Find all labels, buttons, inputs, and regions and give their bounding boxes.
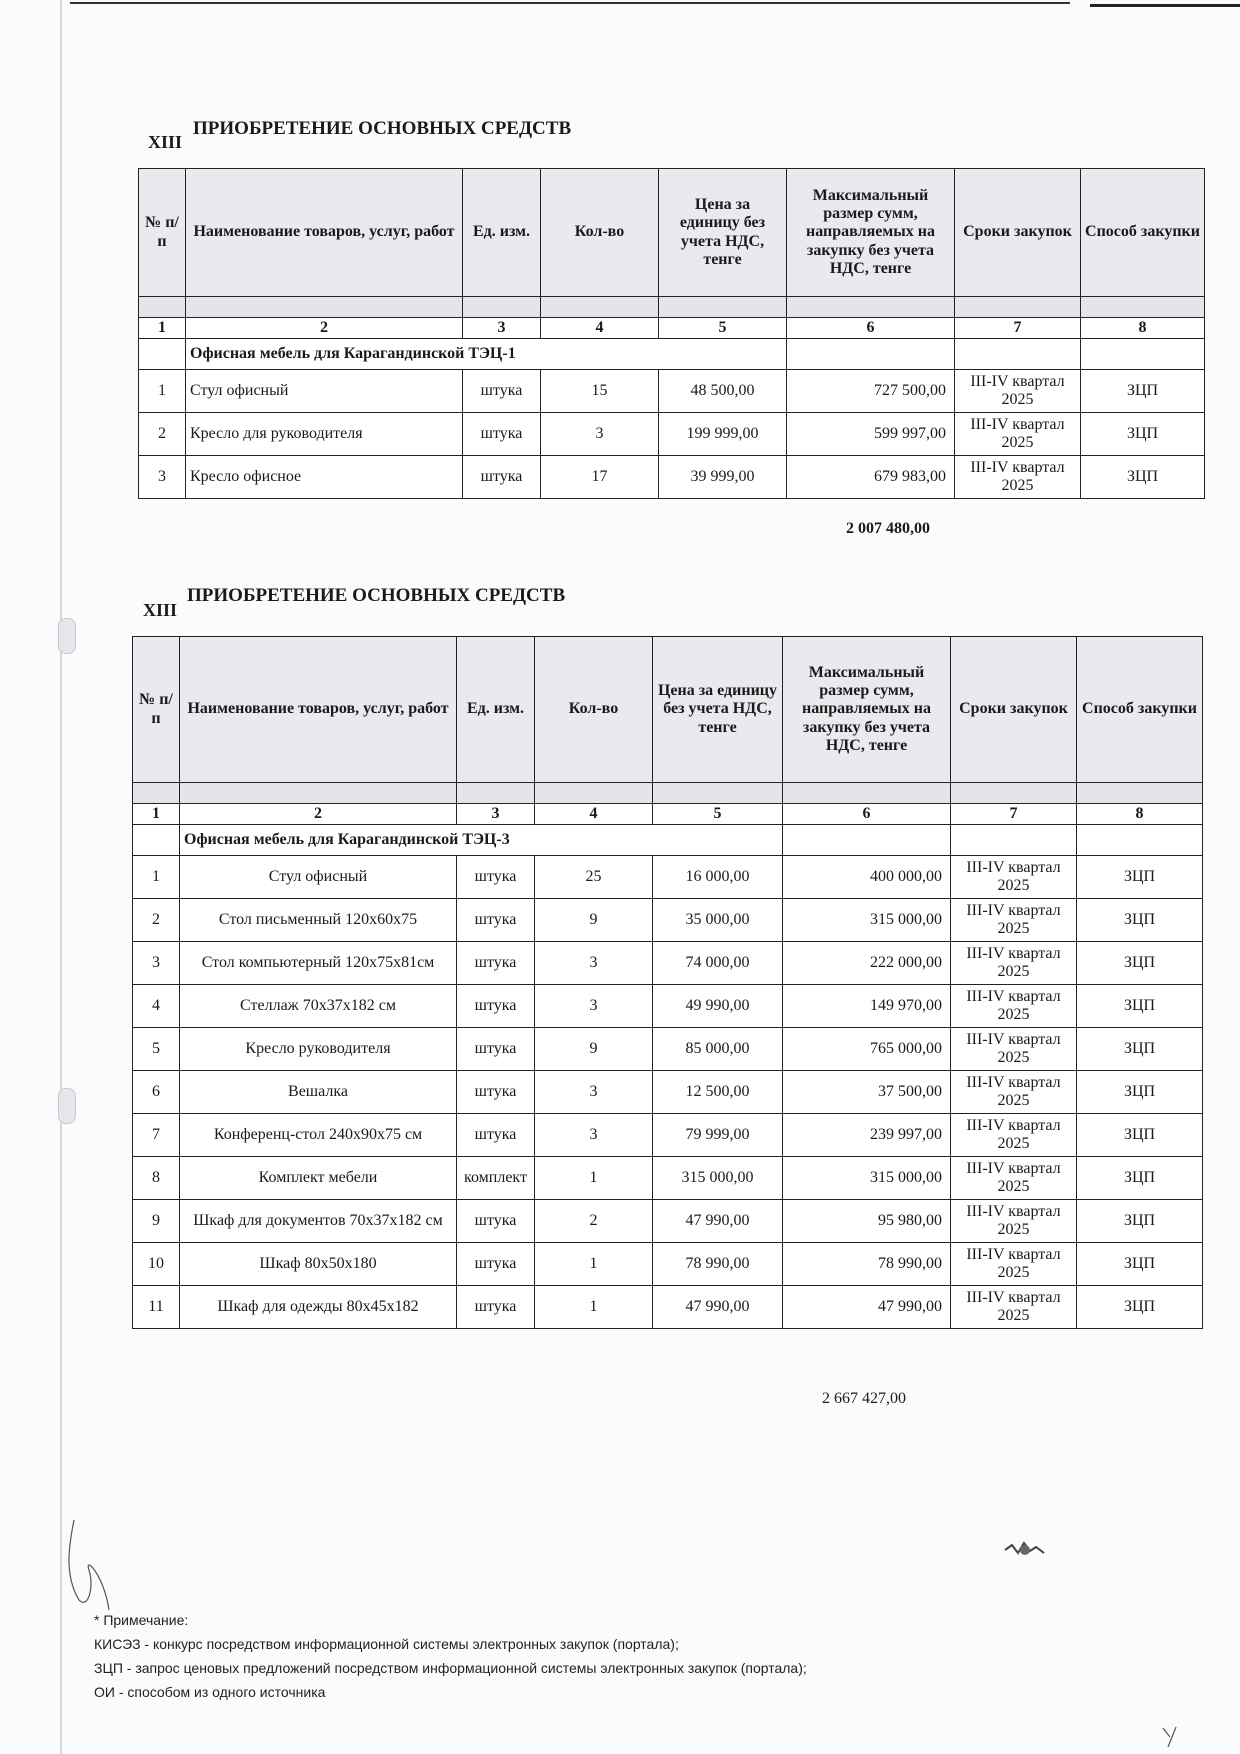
col-header-max-sum: Максимальный размер сумм, направляемых на закупку без учета НДС, тенге — [787, 169, 955, 297]
row-number: 2 — [133, 899, 180, 942]
max-sum: 37 500,00 — [783, 1071, 951, 1114]
item-name: Стеллаж 70х37х182 см — [180, 985, 457, 1028]
unit-price: 315 000,00 — [653, 1157, 783, 1200]
scan-border-top — [70, 2, 1070, 4]
unit-price: 74 000,00 — [653, 942, 783, 985]
col-header-method: Способ закупки — [1081, 169, 1205, 297]
row-number: 8 — [133, 1157, 180, 1200]
table-row — [133, 1114, 1203, 1157]
unit: штука — [457, 1028, 535, 1071]
purchase-period: III-IV квартал 2025 — [951, 1200, 1077, 1243]
table-row — [133, 1028, 1203, 1071]
table-row — [139, 413, 1205, 456]
section-total: 2 667 427,00 — [822, 1390, 906, 1407]
column-number-row: 1 2 3 4 5 6 7 8 — [139, 318, 1205, 339]
unit-price: 12 500,00 — [653, 1071, 783, 1114]
section-total: 2 007 480,00 — [846, 520, 930, 537]
col-header-period: Сроки закупок — [955, 169, 1081, 297]
unit-price: 47 990,00 — [653, 1286, 783, 1329]
unit-price: 199 999,00 — [659, 413, 787, 456]
quantity: 3 — [541, 413, 659, 456]
footnote-line: ОИ - способом из одного источника — [94, 1684, 326, 1700]
unit: штука — [457, 1200, 535, 1243]
stamp-mark — [1000, 1535, 1050, 1565]
handwritten-mark — [1160, 1725, 1180, 1750]
unit: штука — [457, 1243, 535, 1286]
section-title: ПРИОБРЕТЕНИЕ ОСНОВНЫХ СРЕДСТВ — [193, 118, 572, 139]
quantity: 3 — [535, 942, 653, 985]
row-number: 9 — [133, 1200, 180, 1243]
unit: штука — [463, 370, 541, 413]
item-name: Вешалка — [180, 1071, 457, 1114]
purchase-method: ЗЦП — [1077, 856, 1203, 899]
item-name: Шкаф 80х50х180 — [180, 1243, 457, 1286]
row-number: 3 — [133, 942, 180, 985]
item-name: Кресло офисное — [186, 456, 463, 499]
row-number: 3 — [139, 456, 186, 499]
col-header-unit: Ед. изм. — [463, 169, 541, 297]
col-header-price: Цена за единицу без учета НДС, тенге — [653, 637, 783, 783]
max-sum: 315 000,00 — [783, 1157, 951, 1200]
max-sum: 78 990,00 — [783, 1243, 951, 1286]
purchase-period: III-IV квартал 2025 — [951, 899, 1077, 942]
group-row — [139, 339, 1205, 370]
max-sum: 47 990,00 — [783, 1286, 951, 1329]
unit: штука — [457, 899, 535, 942]
max-sum: 400 000,00 — [783, 856, 951, 899]
row-number: 6 — [133, 1071, 180, 1114]
item-name: Конференц-стол 240х90х75 см — [180, 1114, 457, 1157]
quantity: 17 — [541, 456, 659, 499]
section-title: ПРИОБРЕТЕНИЕ ОСНОВНЫХ СРЕДСТВ — [187, 585, 566, 606]
item-name: Комплект мебели — [180, 1157, 457, 1200]
quantity: 3 — [535, 1114, 653, 1157]
row-number: 4 — [133, 985, 180, 1028]
table-row — [133, 1243, 1203, 1286]
quantity: 15 — [541, 370, 659, 413]
col-header-unit: Ед. изм. — [457, 637, 535, 783]
max-sum: 222 000,00 — [783, 942, 951, 985]
punch-hole — [58, 618, 76, 654]
unit: штука — [463, 413, 541, 456]
row-number: 5 — [133, 1028, 180, 1071]
unit-price: 35 000,00 — [653, 899, 783, 942]
unit-price: 47 990,00 — [653, 1200, 783, 1243]
signature-mark — [64, 1515, 124, 1615]
item-name: Шкаф для одежды 80х45х182 — [180, 1286, 457, 1329]
max-sum: 315 000,00 — [783, 899, 951, 942]
section-code: XIII — [143, 600, 178, 620]
quantity: 25 — [535, 856, 653, 899]
max-sum: 727 500,00 — [787, 370, 955, 413]
row-number: 11 — [133, 1286, 180, 1329]
purchase-method: ЗЦП — [1077, 1157, 1203, 1200]
purchase-period: III-IV квартал 2025 — [951, 1157, 1077, 1200]
table-row — [133, 985, 1203, 1028]
item-name: Стол письменный 120х60х75 — [180, 899, 457, 942]
group-title: Офисная мебель для Карагандинской ТЭЦ-1 — [186, 339, 787, 370]
unit-price: 16 000,00 — [653, 856, 783, 899]
footnote-line: КИСЭЗ - конкурс посредством информационной системы электронных закупок (портала); — [94, 1636, 679, 1652]
col-header-number: № п/п — [133, 637, 180, 783]
footnote-title: * Примечание: — [94, 1612, 189, 1628]
item-name: Стул офисный — [180, 856, 457, 899]
purchase-period: III-IV квартал 2025 — [951, 1286, 1077, 1329]
purchase-period: III-IV квартал 2025 — [951, 856, 1077, 899]
unit: штука — [457, 856, 535, 899]
col-header-period: Сроки закупок — [951, 637, 1077, 783]
group-row — [133, 825, 1203, 856]
max-sum: 95 980,00 — [783, 1200, 951, 1243]
footnote — [94, 1608, 807, 1704]
row-number: 7 — [133, 1114, 180, 1157]
page-edge — [60, 0, 62, 1754]
table-row — [133, 856, 1203, 899]
purchase-method: ЗЦП — [1077, 899, 1203, 942]
item-name: Стол компьютерный 120х75х81см — [180, 942, 457, 985]
footnote-line: ЗЦП - запрос ценовых предложений посредством информационной системы электронных закупок (портала); — [94, 1660, 807, 1676]
spacer-row — [133, 783, 1203, 804]
unit-price: 39 999,00 — [659, 456, 787, 499]
group-title: Офисная мебель для Карагандинской ТЭЦ-3 — [180, 825, 783, 856]
header-row — [133, 637, 1203, 783]
col-header-name: Наименование товаров, услуг, работ — [186, 169, 463, 297]
row-number: 1 — [133, 856, 180, 899]
col-header-max-sum: Максимальный размер сумм, направляемых на закупку без учета НДС, тенге — [783, 637, 951, 783]
purchase-method: ЗЦП — [1077, 1286, 1203, 1329]
unit-price: 49 990,00 — [653, 985, 783, 1028]
purchase-method: ЗЦП — [1077, 985, 1203, 1028]
unit: штука — [457, 985, 535, 1028]
unit: штука — [463, 456, 541, 499]
purchase-period: III-IV квартал 2025 — [951, 1028, 1077, 1071]
row-number: 1 — [139, 370, 186, 413]
item-name: Шкаф для документов 70х37х182 см — [180, 1200, 457, 1243]
max-sum: 599 997,00 — [787, 413, 955, 456]
table-row — [133, 1157, 1203, 1200]
purchase-method: ЗЦП — [1077, 1114, 1203, 1157]
item-name: Стул офисный — [186, 370, 463, 413]
col-header-qty: Кол-во — [535, 637, 653, 783]
quantity: 1 — [535, 1157, 653, 1200]
procurement-table-tec3 — [132, 636, 1203, 1329]
purchase-method: ЗЦП — [1081, 456, 1205, 499]
table-row — [133, 1200, 1203, 1243]
table-row — [133, 899, 1203, 942]
quantity: 3 — [535, 1071, 653, 1114]
unit: штука — [457, 1071, 535, 1114]
procurement-table-tec1 — [138, 168, 1205, 499]
purchase-method: ЗЦП — [1081, 413, 1205, 456]
purchase-period: III-IV квартал 2025 — [951, 1114, 1077, 1157]
table-row — [133, 942, 1203, 985]
row-number: 2 — [139, 413, 186, 456]
quantity: 1 — [535, 1243, 653, 1286]
purchase-method: ЗЦП — [1077, 1028, 1203, 1071]
purchase-method: ЗЦП — [1077, 1200, 1203, 1243]
col-header-qty: Кол-во — [541, 169, 659, 297]
header-row — [139, 169, 1205, 297]
col-header-name: Наименование товаров, услуг, работ — [180, 637, 457, 783]
quantity: 2 — [535, 1200, 653, 1243]
quantity: 9 — [535, 899, 653, 942]
col-header-price: Цена за единицу без учета НДС, тенге — [659, 169, 787, 297]
purchase-period: III-IV квартал 2025 — [955, 413, 1081, 456]
table-row — [133, 1286, 1203, 1329]
item-name: Кресло для руководителя — [186, 413, 463, 456]
table-row — [133, 1071, 1203, 1114]
purchase-method: ЗЦП — [1081, 370, 1205, 413]
purchase-period: III-IV квартал 2025 — [955, 370, 1081, 413]
max-sum: 765 000,00 — [783, 1028, 951, 1071]
max-sum: 149 970,00 — [783, 985, 951, 1028]
quantity: 1 — [535, 1286, 653, 1329]
col-header-number: № п/п — [139, 169, 186, 297]
spacer-row — [139, 297, 1205, 318]
unit: штука — [457, 1286, 535, 1329]
unit-price: 79 999,00 — [653, 1114, 783, 1157]
scan-border-top-right — [1090, 4, 1240, 7]
max-sum: 679 983,00 — [787, 456, 955, 499]
unit-price: 48 500,00 — [659, 370, 787, 413]
punch-hole — [58, 1088, 76, 1124]
unit: штука — [457, 942, 535, 985]
purchase-period: III-IV квартал 2025 — [951, 1243, 1077, 1286]
col-header-method: Способ закупки — [1077, 637, 1203, 783]
purchase-period: III-IV квартал 2025 — [951, 1071, 1077, 1114]
section-code: XIII — [148, 132, 183, 152]
item-name: Кресло руководителя — [180, 1028, 457, 1071]
unit: комплект — [457, 1157, 535, 1200]
purchase-period: III-IV квартал 2025 — [955, 456, 1081, 499]
row-number: 10 — [133, 1243, 180, 1286]
purchase-period: III-IV квартал 2025 — [951, 942, 1077, 985]
unit-price: 78 990,00 — [653, 1243, 783, 1286]
purchase-method: ЗЦП — [1077, 942, 1203, 985]
unit-price: 85 000,00 — [653, 1028, 783, 1071]
table-row — [139, 370, 1205, 413]
purchase-method: ЗЦП — [1077, 1071, 1203, 1114]
purchase-method: ЗЦП — [1077, 1243, 1203, 1286]
quantity: 9 — [535, 1028, 653, 1071]
unit: штука — [457, 1114, 535, 1157]
column-number-row: 1 2 3 4 5 6 7 8 — [133, 804, 1203, 825]
quantity: 3 — [535, 985, 653, 1028]
purchase-period: III-IV квартал 2025 — [951, 985, 1077, 1028]
table-row — [139, 456, 1205, 499]
max-sum: 239 997,00 — [783, 1114, 951, 1157]
